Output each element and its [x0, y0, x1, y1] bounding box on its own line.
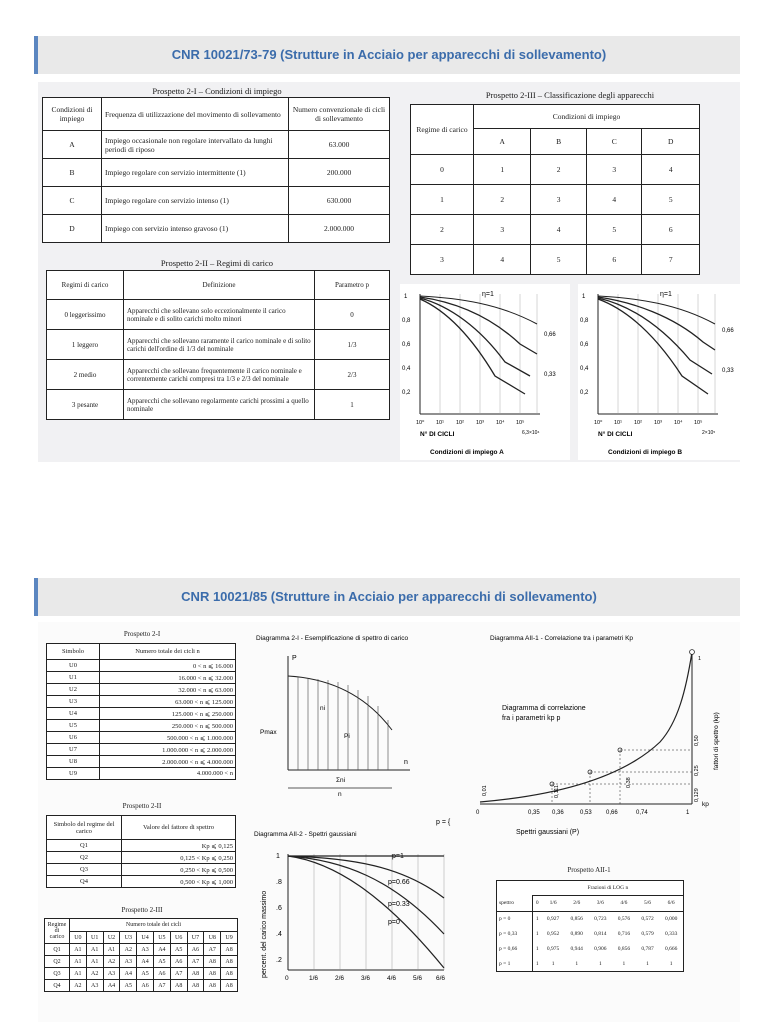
table-cell: 0,814 — [594, 930, 607, 937]
col-header: U0 — [70, 932, 87, 944]
table-cell: A6 — [187, 944, 204, 956]
table-cell: Q1 — [45, 944, 70, 956]
table-cell: 0,576 — [617, 915, 631, 922]
table-cell: p = 0,33 — [497, 926, 533, 941]
prospetto-2-2-caption: Prospetto 2-II — [122, 802, 162, 810]
label-ni: ni — [320, 705, 326, 712]
col-header: Simbolo del regime del carico — [47, 816, 122, 840]
col-header: Condizioni di impiego — [43, 98, 102, 131]
p-label: p = { — [436, 819, 451, 826]
y-axis-label: fattori di spettro (kp) — [713, 712, 720, 770]
x-axis-label: Spettri gaussiani (P) — [516, 829, 580, 836]
table-cell: 1 — [315, 390, 390, 420]
chart-caption: Condizioni di impiego A — [430, 449, 504, 456]
prospetto-2-3 — [410, 104, 700, 275]
table-cell: Kp ⩽ 0,125 — [122, 840, 236, 852]
x-tick: 10⁴ — [496, 420, 505, 426]
section-title: CNR 10021/85 (Strutture in Acciaio per apparecchi di sollevamento) — [181, 589, 597, 604]
x-tick: 10³ — [476, 420, 484, 426]
x-tick: 10⁰ — [416, 420, 425, 426]
col-header: Numero totale dei cicli — [70, 919, 238, 932]
x-tick: 0 — [476, 810, 480, 816]
prospetto-2-2-cnr85 — [46, 815, 236, 888]
y-tick: 1 — [276, 853, 280, 860]
y-tick: 0,38 — [626, 777, 632, 788]
table-cell: A5 — [153, 956, 170, 968]
table-cell: 0,666 — [664, 945, 678, 952]
diagram-caption: Diagramma AII-2 - Spettri gaussiani — [254, 831, 357, 838]
table-cell: 2 medio — [47, 360, 124, 390]
diagram-title: Diagramma di correlazione — [502, 705, 586, 712]
table-cell: 32.000 < n ⩽ 63.000 — [100, 684, 236, 696]
label-n: n — [338, 791, 342, 798]
table-cell: A — [43, 131, 102, 159]
table-cell: 1 — [575, 960, 579, 967]
section-header-cnr-85 — [34, 578, 740, 616]
table-cell: A8 — [221, 944, 238, 956]
table-cell: 5 — [531, 245, 587, 275]
table-cell: 250.000 < n ⩽ 500.000 — [100, 720, 236, 732]
prospetto-2-1-caption: Prospetto 2-I — [123, 630, 161, 638]
x-tick: 0 — [285, 975, 289, 982]
x-tick: 10² — [634, 420, 642, 426]
x-tick: 10⁵ — [694, 420, 703, 426]
col-header: 5/6 — [636, 895, 660, 911]
col-header: A — [474, 129, 531, 155]
curve-label: p=0.66 — [388, 879, 410, 886]
col-header: Valore del fattore di spettro — [122, 816, 236, 840]
table-cell: A1 — [70, 956, 87, 968]
table-cell: Impiego con servizio intenso gravoso (1) — [102, 215, 289, 243]
col-header: 3/6 — [589, 895, 613, 911]
diagram-title: fra i parametri kp p — [502, 715, 561, 722]
diagramma-2-1 — [252, 630, 428, 800]
table-cell: A5 — [170, 944, 187, 956]
col-header: U9 — [221, 932, 238, 944]
table-cell: Q1 — [47, 840, 122, 852]
table-cell: 7 — [642, 245, 700, 275]
table-cell: 1 leggero — [47, 330, 124, 360]
diagram-caption: Diagramma AII-1 - Correlazione tra i parametri Kp — [490, 635, 634, 642]
group-header: Frazioni di LOG n — [533, 881, 683, 895]
prospetto-2-2 — [46, 270, 390, 420]
table-cell: 0,787 — [641, 945, 654, 952]
table-cell: 63.000 — [289, 131, 390, 159]
x-tick: 0,36 — [552, 810, 564, 816]
table-cell: 3 — [411, 245, 474, 275]
col-header: U2 — [103, 932, 120, 944]
x-tick: 1/6 — [309, 975, 319, 982]
table-cell: 1 — [535, 930, 539, 937]
table-cell: 6 — [642, 215, 700, 245]
table-cell: B — [43, 159, 102, 187]
y-tick: 0,25 — [694, 765, 700, 776]
y-tick: 0,8 — [402, 318, 411, 324]
right-label: 0,66 — [544, 332, 556, 338]
table-cell: A8 — [187, 980, 204, 992]
table-cell: 0,890 — [570, 930, 583, 937]
table-cell: 4 — [586, 185, 642, 215]
curve-label: p=0.33 — [388, 901, 410, 908]
table-cell: 3 — [586, 155, 642, 185]
table-cell: 0,716 — [617, 930, 631, 937]
y-tick: 0,6 — [580, 342, 589, 348]
curve-label: p=1 — [392, 853, 404, 860]
prospetto-aii-1 — [496, 880, 684, 972]
table-cell: U1 — [47, 672, 100, 684]
table-cell: Apparecchi che sollevano regolarmente carichi prossimi a quello nominale — [124, 390, 315, 420]
col-header: Frequenza di utilizzazione del movimento di sollevamento — [102, 98, 289, 131]
table-cell: 1/3 — [315, 330, 390, 360]
table-cell: p = 0,66 — [497, 941, 533, 956]
col-header: 4/6 — [612, 895, 636, 911]
table-cell: 0 — [411, 155, 474, 185]
table-cell: A7 — [153, 980, 170, 992]
x-tick: 1 — [686, 810, 690, 816]
table-cell: 63.000 < n ⩽ 125.000 — [100, 696, 236, 708]
section-title: CNR 10021/73-79 (Strutture in Acciaio per apparecchi di sollevamento) — [171, 47, 607, 62]
table-cell: Apparecchi che sollevano raramente il carico nominale e di solito carichi dell'ordine di 1/3 del nominale — [124, 330, 315, 360]
table-cell: Impiego occasionale non regolare intervallato da lunghi periodi di riposo — [102, 131, 289, 159]
x-tick: 10⁰ — [594, 420, 603, 426]
chart-condizioni-a — [400, 284, 570, 460]
table-cell: 3 — [474, 215, 531, 245]
col-header: Parametro p — [315, 271, 390, 300]
table-cell: A6 — [170, 956, 187, 968]
y-tick: 0,50 — [694, 735, 700, 746]
table-cell: A4 — [153, 944, 170, 956]
col-header: Numero totale dei cicli n — [100, 644, 236, 660]
col-header: Definizione — [124, 271, 315, 300]
col-header: U5 — [153, 932, 170, 944]
table-cell: U5 — [47, 720, 100, 732]
x-axis-label: N° DI CICLI — [420, 431, 455, 438]
table-cell: 16.000 < n ⩽ 32.000 — [100, 672, 236, 684]
table-cell: Q4 — [45, 980, 70, 992]
table-cell: 200.000 — [289, 159, 390, 187]
x-tick: 10¹ — [436, 420, 444, 426]
table-cell: 0,333 — [664, 930, 678, 937]
curve-label: p=0 — [388, 919, 400, 926]
table-cell: A5 — [137, 968, 154, 980]
col-header: Numero convenzionale di cicli di sollevamento — [289, 98, 390, 131]
section-header-cnr-73-79 — [34, 36, 740, 74]
table-cell: 0 leggerissimo — [47, 300, 124, 330]
table-cell: A5 — [120, 980, 137, 992]
y-tick: 0,2 — [580, 390, 589, 396]
prospetto-2-1-cnr85 — [46, 643, 236, 780]
table-cell: Q2 — [47, 852, 122, 864]
table-cell: 0,000 — [664, 915, 678, 922]
table-cell: 2/3 — [315, 360, 390, 390]
col-header: B — [531, 129, 587, 155]
x-tick: 0,66 — [606, 810, 618, 816]
table-cell: 2 — [474, 185, 531, 215]
table-cell: 4 — [642, 155, 700, 185]
y-tick: .4 — [276, 931, 282, 938]
y-tick: 1 — [582, 294, 586, 300]
table-cell: 1 — [551, 960, 555, 967]
right-label: 0,66 — [722, 328, 734, 334]
table-cell: 1 — [669, 960, 673, 967]
end-label: 2×10⁵ — [702, 430, 716, 436]
eta-label: η=1 — [660, 291, 672, 298]
table-cell: C — [43, 187, 102, 215]
table-cell: A1 — [86, 944, 103, 956]
table-cell: 630.000 — [289, 187, 390, 215]
col-header: U1 — [86, 932, 103, 944]
table-cell: U8 — [47, 756, 100, 768]
y-tick: .8 — [276, 879, 282, 886]
y-tick: 1 — [404, 294, 408, 300]
table-cell: 0,944 — [570, 945, 583, 952]
table-cell: 1 — [598, 960, 602, 967]
table-cell: Q3 — [47, 864, 122, 876]
table-cell: A8 — [221, 980, 238, 992]
x-tick: 10⁵ — [516, 420, 525, 426]
table-cell: 0,125 < Kp ⩽ 0,250 — [122, 852, 236, 864]
table-cell: A2 — [86, 968, 103, 980]
col-header: D — [642, 129, 700, 155]
col-header: 0 — [533, 895, 542, 911]
x-tick: 2/6 — [335, 975, 345, 982]
col-header: Regime di carico — [45, 919, 70, 944]
table-cell: U4 — [47, 708, 100, 720]
table-cell: A7 — [204, 944, 221, 956]
col-header: Condizioni di impiego — [474, 105, 700, 129]
col-header: U4 — [137, 932, 154, 944]
table-cell: A8 — [221, 968, 238, 980]
chart-condizioni-b — [578, 284, 740, 460]
col-header: 6/6 — [659, 895, 683, 911]
axis-p: P — [292, 655, 297, 662]
prospetto-aii-1-caption: Prospetto AII-1 — [567, 866, 611, 874]
table-cell: 0,500 < Kp ⩽ 1,000 — [122, 876, 236, 888]
table-cell: A4 — [120, 968, 137, 980]
axis-n: n — [404, 759, 408, 766]
x-tick: 0,74 — [636, 810, 648, 816]
diagram-caption: Diagramma 2-I - Esemplificazione di spettro di carico — [256, 635, 409, 642]
col-header: 2/6 — [565, 895, 589, 911]
table-cell: 1 — [646, 960, 649, 967]
table-cell: p = 0 — [497, 911, 533, 926]
table-cell: 0 — [315, 300, 390, 330]
prospetto-2-1 — [42, 97, 390, 243]
table-cell: 1 — [535, 945, 539, 952]
eta-label: η=1 — [482, 291, 494, 298]
label-pi: Pi — [344, 733, 350, 740]
y-tick: .6 — [276, 905, 282, 912]
table-cell: 3 — [531, 185, 587, 215]
table-cell: 6 — [586, 245, 642, 275]
table-cell: A2 — [103, 956, 120, 968]
col-header: spettro — [497, 895, 533, 911]
x-axis-label: N° DI CICLI — [598, 431, 633, 438]
prospetto-2-3-cnr85 — [44, 918, 238, 992]
kp-label: kp — [702, 801, 709, 808]
table-cell: Q2 — [45, 956, 70, 968]
table-cell: U2 — [47, 684, 100, 696]
table-cell: A8 — [221, 956, 238, 968]
table-cell: Apparecchi che sollevano frequentemente il carico nominale e correntemente carichi compresi tra 1/3 e 2/3 del nominale — [124, 360, 315, 390]
table-cell: U0 — [47, 660, 100, 672]
table-cell: A8 — [204, 956, 221, 968]
table-cell: 4 — [531, 215, 587, 245]
table-cell: p = 1 — [497, 956, 533, 971]
table-cell: 0,856 — [617, 945, 631, 952]
label-pmax: Pmax — [260, 729, 277, 736]
y-tick: .2 — [276, 957, 282, 964]
table-cell: A7 — [187, 956, 204, 968]
table-cell: A2 — [70, 980, 87, 992]
table-cell: 0 < n ⩽ 16.000 — [100, 660, 236, 672]
col-header: 1/6 — [541, 895, 565, 911]
right-label: 0,33 — [544, 372, 556, 378]
table-cell: 0,975 — [546, 945, 560, 952]
table-cell: A3 — [103, 968, 120, 980]
diagramma-aii-1 — [430, 630, 736, 840]
table-cell: 2 — [531, 155, 587, 185]
prospetto-2-3-caption: Prospetto 2-III – Classificazione degli apparecchi — [485, 90, 655, 100]
x-tick: 0,35 — [528, 810, 540, 816]
table-cell: 0,572 — [641, 915, 654, 922]
diagramma-aii-2 — [252, 828, 460, 1020]
table-cell: A8 — [187, 968, 204, 980]
table-cell: U7 — [47, 744, 100, 756]
table-cell: 5 — [586, 215, 642, 245]
table-cell: A4 — [137, 956, 154, 968]
table-cell: A8 — [170, 980, 187, 992]
table-cell: A2 — [120, 944, 137, 956]
table-cell: A8 — [204, 980, 221, 992]
table-cell: U3 — [47, 696, 100, 708]
table-cell: A1 — [103, 944, 120, 956]
end-label: 6,3×10⁴ — [522, 430, 540, 436]
table-cell: 2.000.000 < n ⩽ 4.000.000 — [100, 756, 236, 768]
x-tick: 3/6 — [361, 975, 371, 982]
table-cell: Impiego regolare con servizio intenso (1) — [102, 187, 289, 215]
table-cell: U9 — [47, 768, 100, 780]
table-cell: A4 — [103, 980, 120, 992]
col-header: Regime di carico — [411, 105, 474, 155]
table-cell: U6 — [47, 732, 100, 744]
x-tick: 10⁴ — [674, 420, 683, 426]
prospetto-2-2-caption: Prospetto 2-II – Regimi di carico — [160, 258, 274, 268]
table-cell: 500.000 < n ⩽ 1.000.000 — [100, 732, 236, 744]
table-cell: 0,723 — [594, 915, 607, 922]
col-header: U8 — [204, 932, 221, 944]
prospetto-2-1-caption: Prospetto 2-I – Condizioni di impiego — [152, 86, 282, 96]
table-cell: Q4 — [47, 876, 122, 888]
table-cell: 0,856 — [570, 915, 583, 922]
table-cell: 1 — [535, 960, 539, 967]
table-cell: 1 — [622, 960, 626, 967]
x-tick: 10³ — [654, 420, 662, 426]
table-cell: Apparecchi che sollevano solo eccezionalmente il carico nominale e di solito carichi molto minori — [124, 300, 315, 330]
x-tick: 0,53 — [580, 810, 592, 816]
table-cell: A3 — [86, 980, 103, 992]
y-tick: 0,01 — [482, 785, 488, 796]
table-cell: A3 — [137, 944, 154, 956]
table-cell: Q3 — [45, 968, 70, 980]
table-cell: 4.000.000 < n — [100, 768, 236, 780]
col-header: U6 — [170, 932, 187, 944]
x-tick: 4/6 — [387, 975, 397, 982]
y-axis-label: percent. del carico massimo — [261, 890, 268, 978]
table-cell: 0,250 < Kp ⩽ 0,500 — [122, 864, 236, 876]
table-cell: 1 — [411, 185, 474, 215]
table-cell: A1 — [70, 968, 87, 980]
table-cell: D — [43, 215, 102, 243]
label-sum: Σni — [336, 777, 346, 784]
table-cell: 2 — [411, 215, 474, 245]
table-cell: 4 — [474, 245, 531, 275]
table-cell: A8 — [204, 968, 221, 980]
table-cell: 0,927 — [546, 915, 560, 922]
table-cell: A3 — [120, 956, 137, 968]
y-tick: 0,2 — [402, 390, 411, 396]
y-tick: 0,4 — [580, 366, 589, 372]
col-header: Regimi di carico — [47, 271, 124, 300]
col-header: C — [586, 129, 642, 155]
table-cell: 125.000 < n ⩽ 250.000 — [100, 708, 236, 720]
table-cell: 0,952 — [546, 930, 560, 937]
x-tick: 6/6 — [436, 975, 446, 982]
table-cell: 1 — [474, 155, 531, 185]
table-cell: 1 — [535, 915, 539, 922]
col-header: U3 — [120, 932, 137, 944]
col-header: Simbolo — [47, 644, 100, 660]
table-cell: A1 — [70, 944, 87, 956]
y-tick: 0,6 — [402, 342, 411, 348]
y-tick: 0,129 — [694, 788, 700, 802]
right-label: 0,33 — [722, 368, 734, 374]
chart-caption: Condizioni di impiego B — [608, 449, 683, 456]
table-cell: A6 — [153, 968, 170, 980]
col-header: U7 — [187, 932, 204, 944]
prospetto-2-3-caption: Prospetto 2-III — [121, 906, 163, 914]
table-cell: 1.000.000 < n ⩽ 2.000.000 — [100, 744, 236, 756]
table-cell: Impiego regolare con servizio intermittente (1) — [102, 159, 289, 187]
y-tick: 0,4 — [402, 366, 411, 372]
table-cell: A1 — [86, 956, 103, 968]
y-tick: 0,8 — [580, 318, 589, 324]
x-tick: 5/6 — [413, 975, 423, 982]
y-tick: 1 — [698, 656, 702, 662]
table-cell: A7 — [170, 968, 187, 980]
y-tick: 0,111 — [554, 785, 560, 798]
x-tick: 10¹ — [614, 420, 622, 426]
table-cell: 2.000.000 — [289, 215, 390, 243]
table-cell: 0,579 — [641, 930, 654, 937]
table-cell: 0,906 — [594, 945, 607, 952]
table-cell: A6 — [137, 980, 154, 992]
table-cell: 5 — [642, 185, 700, 215]
table-cell: 3 pesante — [47, 390, 124, 420]
x-tick: 10² — [456, 420, 464, 426]
